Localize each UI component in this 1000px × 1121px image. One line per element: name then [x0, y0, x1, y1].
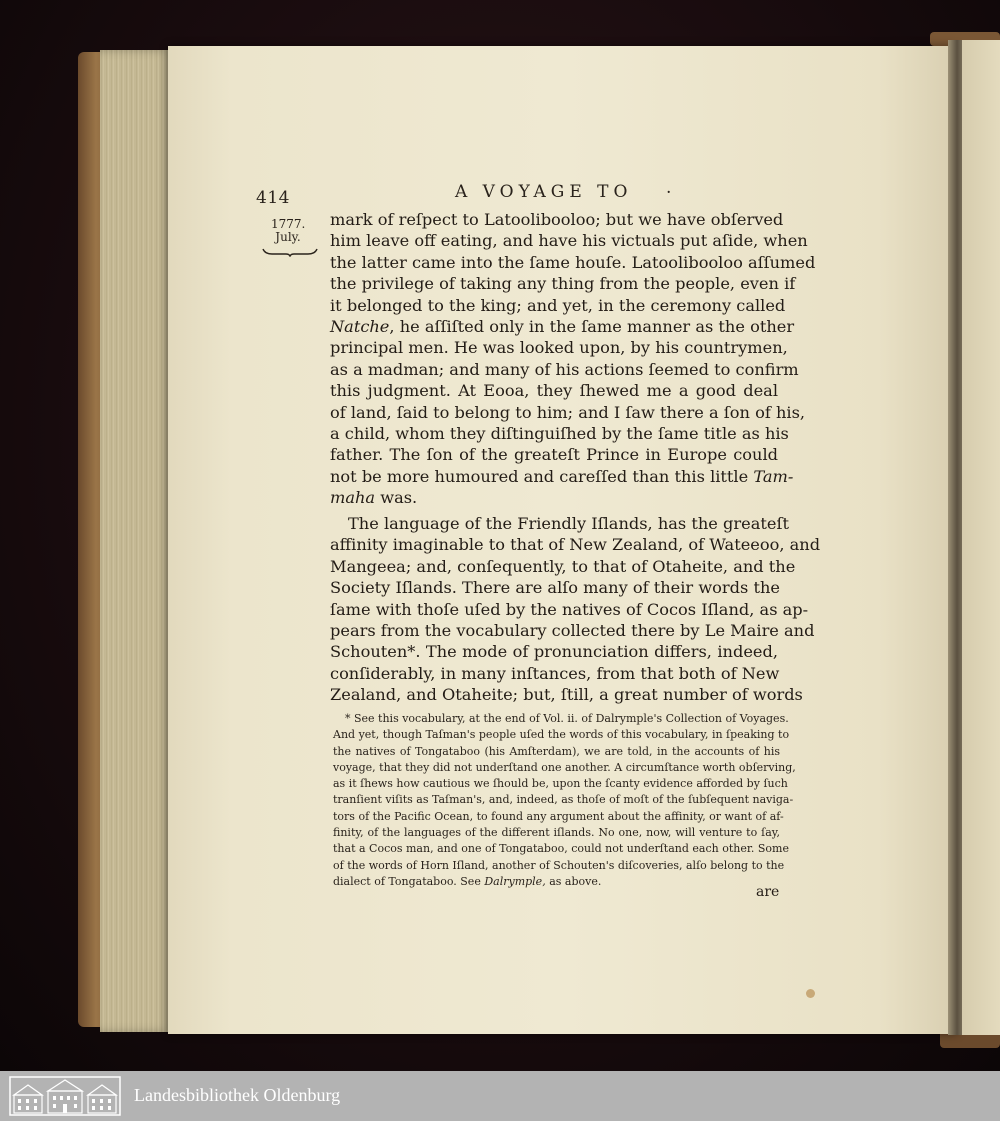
paper-stain	[806, 989, 815, 998]
para1-line: father. The ſon of the greateſt Prince in Europe could	[330, 445, 778, 465]
para1-line: maha was.	[330, 488, 418, 508]
catchword: are	[756, 884, 780, 900]
para2-line: ſame with thoſe uſed by the natives of Cocos Iſland, as ap-	[330, 599, 809, 619]
running-head: A VOYAGE TO	[455, 182, 633, 202]
facing-page	[962, 40, 1000, 1035]
para1-line: principal men. He was looked upon, by his countrymen,	[330, 338, 788, 358]
para1-line: mark of reſpect to Latoolibooloo; but we have obſerved	[330, 210, 784, 229]
footnote-line: tors of the Pacific Ocean, to found any argument about the affinity, or want of af-	[333, 809, 784, 823]
footer-bar	[0, 1071, 1000, 1121]
para2-line: conſiderably, in many inſtances, from that both of New	[330, 663, 780, 683]
footnote-line: as it ſhews how cautious we ſhould be, upon the ſcanty evidence afforded by ſuch	[333, 777, 788, 791]
footnote-line: the natives of Tongataboo (his Amſterdam), we are told, in the accounts of his	[333, 744, 780, 758]
library-building-icon	[8, 1075, 122, 1117]
para1-line: it belonged to the king; and yet, in the ceremony called	[330, 295, 786, 315]
para1-line: of land, ſaid to belong to him; and I ſaw there a ſon of his,	[330, 402, 806, 422]
footnote-line: that a Cocos man, and one of Tongataboo, could not underſtand each other. Some	[333, 842, 789, 856]
paragraph-2	[330, 513, 821, 706]
para1-line: Natche, he aſſiſted only in the ſame manner as the other	[330, 317, 795, 337]
margin-date	[271, 218, 305, 244]
paragraph-1	[330, 209, 816, 509]
footnote-line: finity, of the languages of the different iſlands. No one, now, will venture to ſay,	[333, 826, 780, 840]
margin-year: 1777.	[271, 217, 306, 231]
para2-line: affinity imaginable to that of New Zealand, of Wateeoo, and	[330, 535, 821, 555]
footnote-line: dialect of Tongataboo. See Dalrymple, as above.	[333, 874, 602, 888]
para1-line: a child, whom they diſtinguiſhed by the ſame title as his	[330, 424, 789, 444]
margin-brace-icon	[262, 247, 318, 257]
page-edges	[100, 50, 172, 1032]
para1-line: the latter came into the ſame houſe. Latoolibooloo aſſumed	[330, 252, 816, 272]
para2-line: Mangeea; and, conſequently, to that of Otaheite, and the	[330, 556, 796, 576]
running-head-dot: .	[666, 178, 672, 198]
para1-line: this judgment. At Eooa, they ſhewed me a good deal	[330, 381, 778, 401]
para1-line: not be more humoured and careſſed than this little Tam-	[330, 466, 794, 486]
para2-line: The language of the Friendly Iſlands, has the greateſt	[348, 514, 789, 533]
para1-line: as a madman; and many of his actions ſeemed to confirm	[330, 359, 799, 379]
para1-line: him leave off eating, and have his victuals put aſide, when	[330, 231, 808, 251]
footnote-line: And yet, though Taſman's people uſed the words of this vocabulary, in ſpeaking to	[333, 728, 790, 742]
footnote-line: * See this vocabulary, at the end of Vol. ii. of Dalrymple's Collection of Voyages.	[345, 712, 789, 725]
library-name: Landesbibliothek Oldenburg	[134, 1085, 341, 1105]
footnote	[333, 711, 796, 890]
para2-line: pears from the vocabulary collected there by Le Maire and	[330, 621, 815, 641]
para2-line: Schouten*. The mode of pronunciation differs, indeed,	[330, 642, 778, 662]
footnote-line: tranſient viſits as Taſman's, and, indeed, as thoſe of moſt of the ſubſequent naviga-	[333, 793, 794, 807]
footnote-line: voyage, that they did not underſtand one another. A circumſtance worth obſerving,	[333, 760, 796, 774]
para2-line: Society Iſlands. There are alſo many of their words the	[330, 578, 780, 598]
para1-line: the privilege of taking any thing from the people, even if	[330, 274, 796, 294]
footnote-line: of the words of Horn Iſland, another of Schouten's diſcoveries, alſo belong to the	[333, 858, 785, 872]
page-number: 414	[256, 188, 290, 208]
margin-month: July.	[275, 230, 301, 244]
para2-line: Zealand, and Otaheite; but, ſtill, a great number of words	[330, 685, 803, 705]
